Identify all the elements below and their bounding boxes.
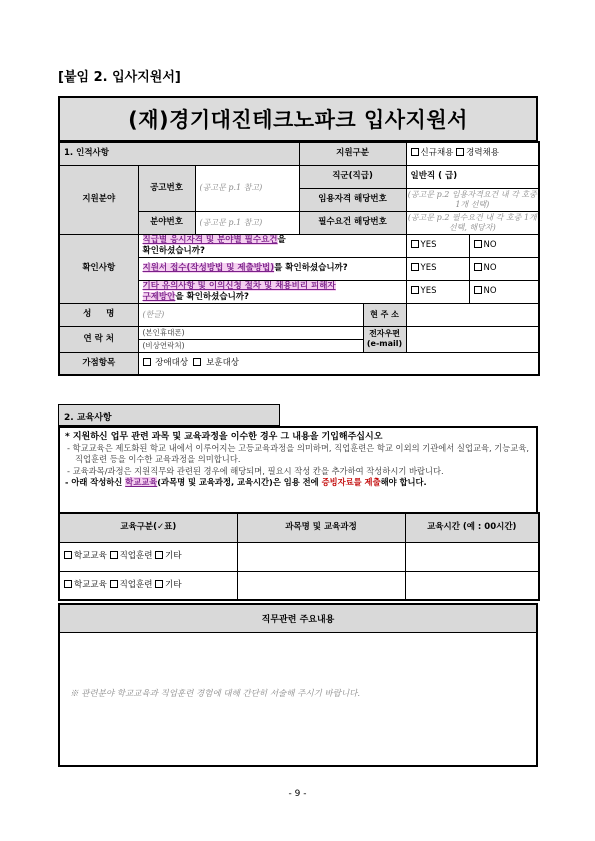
confirm-q2-highlight: 지원서 접수(작성방법 및 제출방법): [142, 263, 275, 274]
confirm-q1-rest: 을: [277, 234, 286, 245]
contact-emergency-input[interactable]: (비상연락처): [138, 339, 363, 352]
edu-vocational-label: 직업훈련: [119, 579, 153, 590]
education-notice: [58, 426, 538, 512]
no-label: NO: [483, 240, 497, 251]
edu-other-label: 기타: [165, 551, 182, 562]
grade-value[interactable]: 일반직 ( 급): [406, 165, 539, 188]
bonus-label: 가점항목: [59, 352, 138, 375]
grade-label: 직군(직급): [299, 165, 406, 188]
apply-type-new-checkbox[interactable]: [411, 148, 419, 156]
field-no-label: 분야번호: [138, 211, 195, 234]
qual-input[interactable]: (공고문 p.2 임용자격요건 내 각 호중 1개 선택): [406, 188, 539, 211]
notice-line-3: - 교육과목/과정은 지원직무와 관련된 경우에 해당되며, 필요시 작성 칸을 추가하여 작성하시기 바랍니다.: [67, 465, 444, 476]
bonus-disabled-checkbox[interactable]: [143, 358, 151, 366]
bonus-options: [138, 352, 539, 375]
checkbox-icon[interactable]: [474, 263, 482, 271]
page-number: - 9 -: [288, 789, 307, 799]
confirm-q1: [138, 234, 406, 257]
checkbox-icon[interactable]: [474, 286, 482, 294]
address-input[interactable]: [406, 303, 539, 326]
confirm-q3-highlight: 기타 유의사항 및 이의신청 절차 및 채용비리 피해자: [142, 280, 336, 291]
edu-other-label: 기타: [165, 579, 182, 590]
checkbox-icon[interactable]: [411, 263, 419, 271]
email-label-ko: 전자우편: [369, 329, 400, 338]
notice4-part-e: 해야 합니다.: [380, 476, 427, 487]
confirm-q2-yes[interactable]: [406, 257, 469, 280]
field-no-input[interactable]: (공고문 p.1 참고): [195, 211, 299, 234]
confirm-q3-highlight2: 구제방안: [142, 291, 176, 302]
duty-header: 직무관련 주요내용: [60, 605, 536, 633]
edu-col-course: 과목명 및 교육과정: [237, 513, 405, 542]
apply-type-career-checkbox[interactable]: [456, 148, 464, 156]
edu-school-label: 학교교육: [74, 551, 107, 562]
notice4-proof-highlight: 증빙자료를 제출: [321, 476, 381, 487]
edu-school-label: 학교교육: [74, 579, 107, 590]
confirm-label: 확인사항: [59, 234, 138, 303]
apply-type-options: [406, 142, 539, 165]
confirm-q2-rest: 를 확인하셨습니까?: [274, 263, 348, 274]
req-input[interactable]: (공고문 p.2 필수요건 내 각 호중 1개 선택, 해당자): [406, 211, 539, 234]
edu-col-hours: 교육시간 (예 : 00시간): [405, 513, 539, 542]
edu-col-type: 교육구분(✓표): [59, 513, 237, 542]
yes-label: YES: [420, 286, 437, 297]
edu-other-checkbox[interactable]: [155, 580, 163, 588]
yes-label: YES: [420, 263, 437, 274]
notice-line-4: [65, 477, 531, 488]
checkbox-icon[interactable]: [411, 240, 419, 248]
edu-school-checkbox[interactable]: [64, 551, 72, 559]
notice-no-input[interactable]: (공고문 p.1 참고): [195, 165, 299, 211]
confirm-q3-rest: 을 확인하셨습니까?: [175, 291, 249, 302]
edu-vocational-label: 직업훈련: [119, 551, 153, 562]
qual-label: 임용자격 해당번호: [299, 188, 406, 211]
checkbox-icon[interactable]: [411, 286, 419, 294]
edu-other-checkbox[interactable]: [155, 551, 163, 559]
edu-row-1-course[interactable]: [237, 542, 405, 571]
notice-no-label: 공고번호: [138, 165, 195, 211]
form-title-box: [58, 96, 538, 142]
notice4-part-c: (과목명 및 교육과정, 교육시간)은 임용 전에: [157, 476, 322, 487]
confirm-q3-yes[interactable]: [406, 280, 469, 303]
confirm-q1-yes[interactable]: [406, 234, 469, 257]
education-table: [58, 512, 540, 601]
confirm-q1-highlight: 직급별 응시자격 및 분야별 필수요건: [142, 234, 278, 245]
contact-mobile-input[interactable]: (본인휴대폰): [138, 326, 363, 339]
apply-type-career-label: 경력채용: [466, 148, 499, 159]
notice-line-2: - 학교교육은 제도화된 학교 내에서 이루어지는 고등교육과정을 의미하며, 직업훈련은 학교 이외의 기관에서 실업교육, 기능교육, 직업훈련 등을 이수한 교육과정을 의미합니다.: [67, 443, 529, 465]
edu-row-2-type: [59, 571, 237, 600]
bonus-disabled-label: 장애대상: [155, 357, 189, 368]
name-input[interactable]: (한글): [138, 303, 363, 326]
email-input[interactable]: [406, 326, 539, 352]
field-label: 지원분야: [59, 165, 138, 234]
edu-row-2-course[interactable]: [237, 571, 405, 600]
apply-type-label: 지원구분: [299, 142, 406, 165]
notice-line-1: * 지원하신 업무 관련 과목 및 교육과정을 이수한 경우 그 내용을 기입해주십시오: [65, 432, 383, 442]
section1-header: 1. 인적사항: [59, 142, 299, 165]
bonus-veteran-checkbox[interactable]: [193, 358, 201, 366]
confirm-q3: [138, 280, 406, 303]
no-label: NO: [483, 263, 497, 274]
personal-info-table: [58, 141, 540, 376]
edu-vocational-checkbox[interactable]: [110, 551, 118, 559]
edu-row-1-hours[interactable]: [405, 542, 539, 571]
confirm-q1-rest2: 확인하셨습니까?: [142, 245, 205, 256]
checkbox-icon[interactable]: [474, 240, 482, 248]
confirm-q2: [138, 257, 406, 280]
notice4-school-highlight: 학교교육: [125, 476, 158, 487]
form-title: (재)경기대진테크노파크 입사지원서: [128, 108, 468, 132]
email-label: [363, 326, 406, 352]
apply-type-new-label: 신규채용: [420, 148, 454, 159]
duty-input[interactable]: ※ 관련분야 학교교육과 직업훈련 경험에 대해 간단히 서술해 주시기 바랍니다.: [70, 689, 361, 699]
edu-vocational-checkbox[interactable]: [110, 580, 118, 588]
req-label: 필수요건 해당번호: [299, 211, 406, 234]
edu-school-checkbox[interactable]: [64, 580, 72, 588]
address-label: 현 주 소: [363, 303, 406, 326]
edu-row-1-type: [59, 542, 237, 571]
bonus-veteran-label: 보훈대상: [206, 357, 240, 368]
confirm-q2-no[interactable]: [469, 257, 539, 280]
duty-box: [58, 603, 538, 767]
name-label: 성 명: [59, 303, 138, 326]
confirm-q1-no[interactable]: [469, 234, 539, 257]
yes-label: YES: [420, 240, 437, 251]
email-label-en: (e-mail): [366, 339, 403, 348]
contact-label: 연 락 처: [59, 326, 138, 352]
section2-header: 2. 교육사항: [58, 404, 280, 426]
edu-row-2-hours[interactable]: [405, 571, 539, 600]
notice4-part-a: - 아래 작성하신: [65, 476, 126, 487]
attachment-label: [붙임 2. 입사지원서]: [58, 70, 181, 85]
confirm-q3-no[interactable]: [469, 280, 539, 303]
no-label: NO: [483, 286, 497, 297]
